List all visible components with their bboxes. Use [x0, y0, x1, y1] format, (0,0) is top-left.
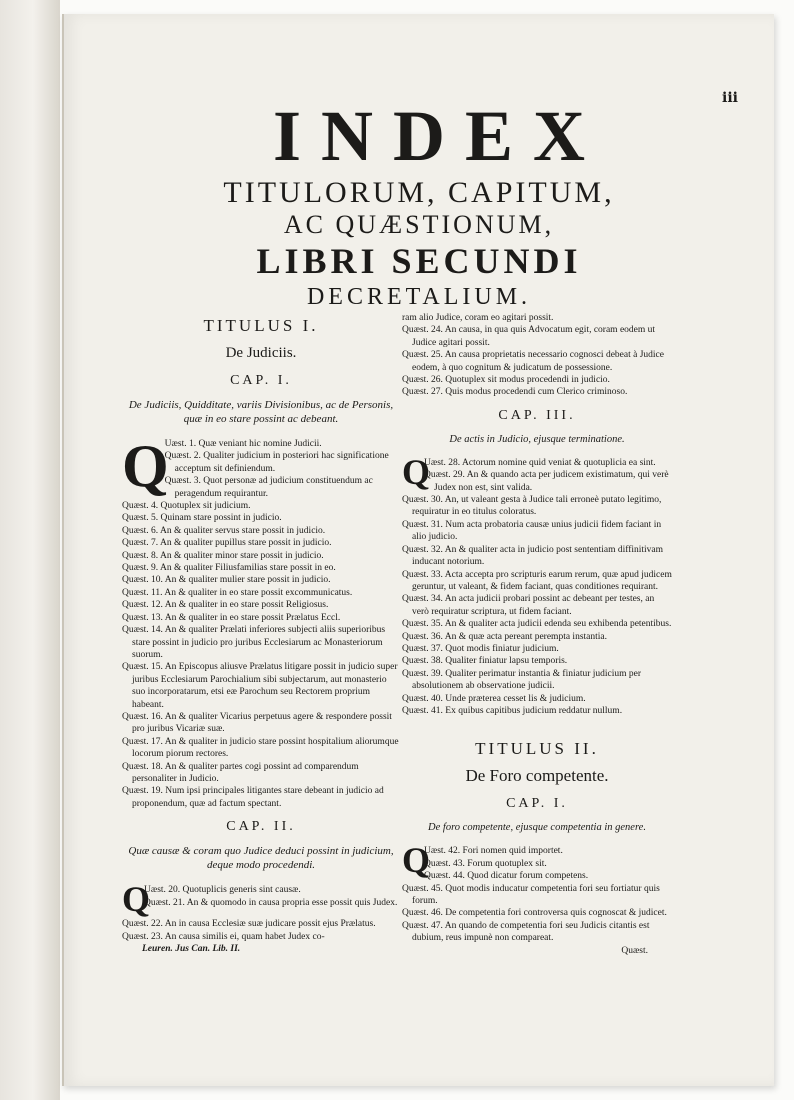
book-page: [62, 14, 774, 1086]
chapter-heading: CAP. II.: [226, 819, 296, 835]
signature-footer: Leuren. Jus Can. Lib. II.: [142, 944, 241, 954]
question-entry: Quæst. 34. An acta judicii probari possint ac debeant per testes, an verò requiratur scriptura, ut fidem faciant.: [402, 594, 655, 617]
question-entry: Quæst. 25. An causa proprietatis necessario cognosci debeat à Judice eodem, à quo cognitum & judicatum de possessione.: [402, 350, 664, 373]
question-entry: Quæst. 19. Num ipsi principales litigantes stare debeant in judicio ad proponendum, quæ ad factum spectant.: [122, 786, 384, 809]
chapter-description: De actis in Judicio, ejusque terminatione.: [449, 433, 625, 445]
question-list: [122, 512, 400, 810]
question-entry: Quæst. 5. Quinam stare possint in judicio.: [122, 513, 282, 524]
question-entry: Quæst. 47. An quando de competentia fori seu Judicis citantis est dubium, reus impunè non compareat.: [402, 920, 650, 944]
drop-cap: Q: [402, 451, 431, 492]
question-entry: Uæst. 20. Quotuplicis generis sint causæ.: [144, 885, 301, 896]
question-entry: Quæst. 9. An & qualiter Filiusfamilias stare possit in eo.: [122, 563, 336, 574]
question-entry: Quæst. 26. Quotuplex sit modus procedendi in judicio.: [402, 375, 610, 386]
drop-cap: Q: [402, 840, 431, 881]
heading-line-1: INDEX: [272, 96, 606, 176]
question-entry: Quæst. 30. An, ut valeant gesta à Judice tali erroneè putato legitimo, requiratur in eo titulus coloratus.: [402, 495, 662, 518]
question-list: [402, 494, 672, 717]
question-list: [402, 883, 672, 957]
titulus-heading: TITULUS I.: [203, 316, 319, 335]
question-entry: Quæst. 8. An & qualiter minor stare possit in judicio.: [122, 550, 324, 561]
question-entry: Quæst. 35. An & qualiter acta judicii edenda seu exhibenda petentibus.: [402, 619, 672, 630]
question-entry: Quæst. 4. Quotuplex sit judicium.: [122, 501, 251, 512]
left-column: [122, 312, 400, 955]
question-block: [122, 879, 400, 920]
question-entry: Quæst. 46. De competentia fori controversa quis cognoscat & judicet.: [402, 908, 667, 919]
question-entry: Quæst. 14. An & qualiter Prælati inferiores subjecti aliis superioribus stare possint in judicio pro juribus Ecclesiarum ac Monasteriorum suorum.: [122, 625, 386, 660]
question-entry: Quæst. 44. Quod dicatur forum competens.: [424, 871, 589, 882]
page-number: iii: [722, 90, 738, 106]
question-entry: Quæst. 37. Quot modis finiatur judicium.: [402, 643, 559, 654]
question-entry: Quæst. 36. An & quæ acta pereant perempta instantia.: [402, 631, 607, 642]
chapter-heading: CAP. III.: [498, 407, 576, 423]
question-entry: Quæst. 17. An & qualiter in judicio stare possint hospitalium aliorumque locorum piorum rectores.: [122, 736, 399, 760]
titulus-heading: TITULUS II.: [475, 739, 599, 759]
chapter-heading: CAP. I.: [506, 796, 568, 812]
catchword: Quæst.: [621, 945, 648, 956]
question-entry: Quæst. 2. Qualiter judicium in posteriori hac significatione acceptum sit definiendum.: [164, 451, 389, 474]
question-entry: Quæst. 24. An causa, in qua quis Advocatum egit, coram eodem ut Judice agitari possit.: [402, 325, 656, 348]
question-entry: Quæst. 33. Acta accepta pro scripturis earum rerum, quæ apud judicem geruntur, ut valeant, & fidem faciant, quas conditiones requirant.: [402, 569, 672, 592]
question-entry: Uæst. 1. Quæ veniant hic nomine Judicii.: [164, 439, 322, 449]
question-block: [402, 451, 672, 494]
question-entry: Quæst. 3. Quot personæ ad judicium constituendum ac peragendum requirantur.: [164, 476, 373, 499]
question-entry: Quæst. 16. An & qualiter Vicarius perpetuus agere & respondere possit pro juribus Vicariæ suæ.: [122, 711, 392, 735]
question-entry: Quæst. 27. Quis modus procedendi cum Clerico criminoso.: [402, 387, 628, 398]
chapter-heading: CAP. I.: [230, 373, 292, 388]
chapter-description: Quæ causæ & coram quo Judice deduci possint in judicium, deque modo procedendi.: [128, 845, 394, 872]
right-column: [402, 312, 672, 957]
question-entry: Quæst. 39. Qualiter perimatur instantia & finiatur judicium per absolutionem ab observatione judicii.: [402, 668, 642, 692]
question-entry: Quæst. 31. Num acta probatoria causæ unius judicii fidem faciant in alio judicio.: [402, 519, 662, 543]
question-entry: Quæst. 45. Quot modis inducatur competentia fori seu fortiatur quis forum.: [402, 883, 660, 906]
question-entry: Quæst. 7. An & qualiter pupillus stare possit in judicio.: [122, 538, 332, 549]
heading-line-4: LIBRI SECUNDI: [256, 241, 582, 281]
drop-cap: Q: [122, 879, 151, 920]
question-list: [402, 312, 672, 399]
question-entry: Quæst. 29. An & quando acta per judicem existimatum, qui verè Judex non est, sint valida.: [424, 470, 669, 493]
heading-line-3: AC QUÆSTIONUM,: [283, 210, 555, 239]
question-entry: Quæst. 43. Forum quotuplex sit.: [424, 858, 547, 869]
question-entry: Quæst. 40. Unde præterea cesset lis & judicium.: [402, 693, 586, 704]
question-entry: ram alio Judice, coram eo agitari possit.: [402, 313, 554, 323]
question-entry: Quæst. 18. An & qualiter partes cogi possint ad comparendum personaliter in Judicio.: [122, 761, 359, 784]
question-entry: Quæst. 38. Qualiter finiatur lapsu temporis.: [402, 656, 568, 667]
book-gutter: [0, 0, 60, 1100]
question-block: [402, 840, 672, 882]
titulus-name: De Foro competente.: [465, 766, 609, 786]
question-entry: Quæst. 13. An & qualiter in eo stare possit Prælatus Eccl.: [122, 612, 341, 623]
chapter-description: De foro competente, ejusque competentia in genere.: [428, 822, 646, 834]
question-entry: Quæst. 10. An & qualiter mulier stare possit in judicio.: [122, 575, 331, 586]
question-entry: Quæst. 15. An Episcopus aliusve Prælatus litigare possit in judicio super juribus Ecclesiarum Parochialium sibi subjectarum, aut monasterio suo incorporatarum, etsi eæ Parochum seu Rectorem proprium habeant.: [122, 662, 398, 710]
titulus-name: De Judiciis.: [225, 345, 297, 361]
question-entry: Quæst. 12. An & qualiter in eo stare possit Religiosus.: [122, 600, 329, 611]
question-entry: Uæst. 42. Fori nomen quid importet.: [424, 846, 563, 857]
chapter-description: De Judiciis, Quidditate, variis Divisionibus, ac de Personis, quæ in eo stare possint ac debeant.: [128, 399, 394, 425]
question-entry: Quæst. 23. An causa similis ei, quam habet Judex co-: [122, 931, 325, 942]
index-heading: [64, 96, 774, 312]
drop-cap: Q: [122, 433, 169, 499]
question-entry: Quæst. 11. An & qualiter in eo stare possit excommunicatus.: [122, 587, 353, 598]
question-block: [122, 433, 400, 512]
heading-line-2: TITULORUM, CAPITUM,: [223, 176, 615, 209]
question-entry: Quæst. 32. An & qualiter acta in judicio post sententiam diffinitivam inducant notorium.: [402, 544, 664, 568]
heading-line-5: DECRETALIUM.: [306, 284, 532, 310]
question-entry: Uæst. 28. Actorum nomine quid veniat & quotuplicia ea sint.: [424, 457, 656, 468]
question-entry: Quæst. 41. Ex quibus capitibus judicium reddatur nullum.: [402, 705, 623, 716]
question-list: [122, 918, 400, 955]
question-entry: Quæst. 21. An & quomodo in causa propria esse possit quis Judex.: [144, 897, 398, 908]
question-entry: Quæst. 6. An & qualiter servus stare possit in judicio.: [122, 525, 326, 536]
question-entry: Quæst. 22. An in causa Ecclesiæ suæ judicare possit ejus Prælatus.: [122, 919, 376, 930]
